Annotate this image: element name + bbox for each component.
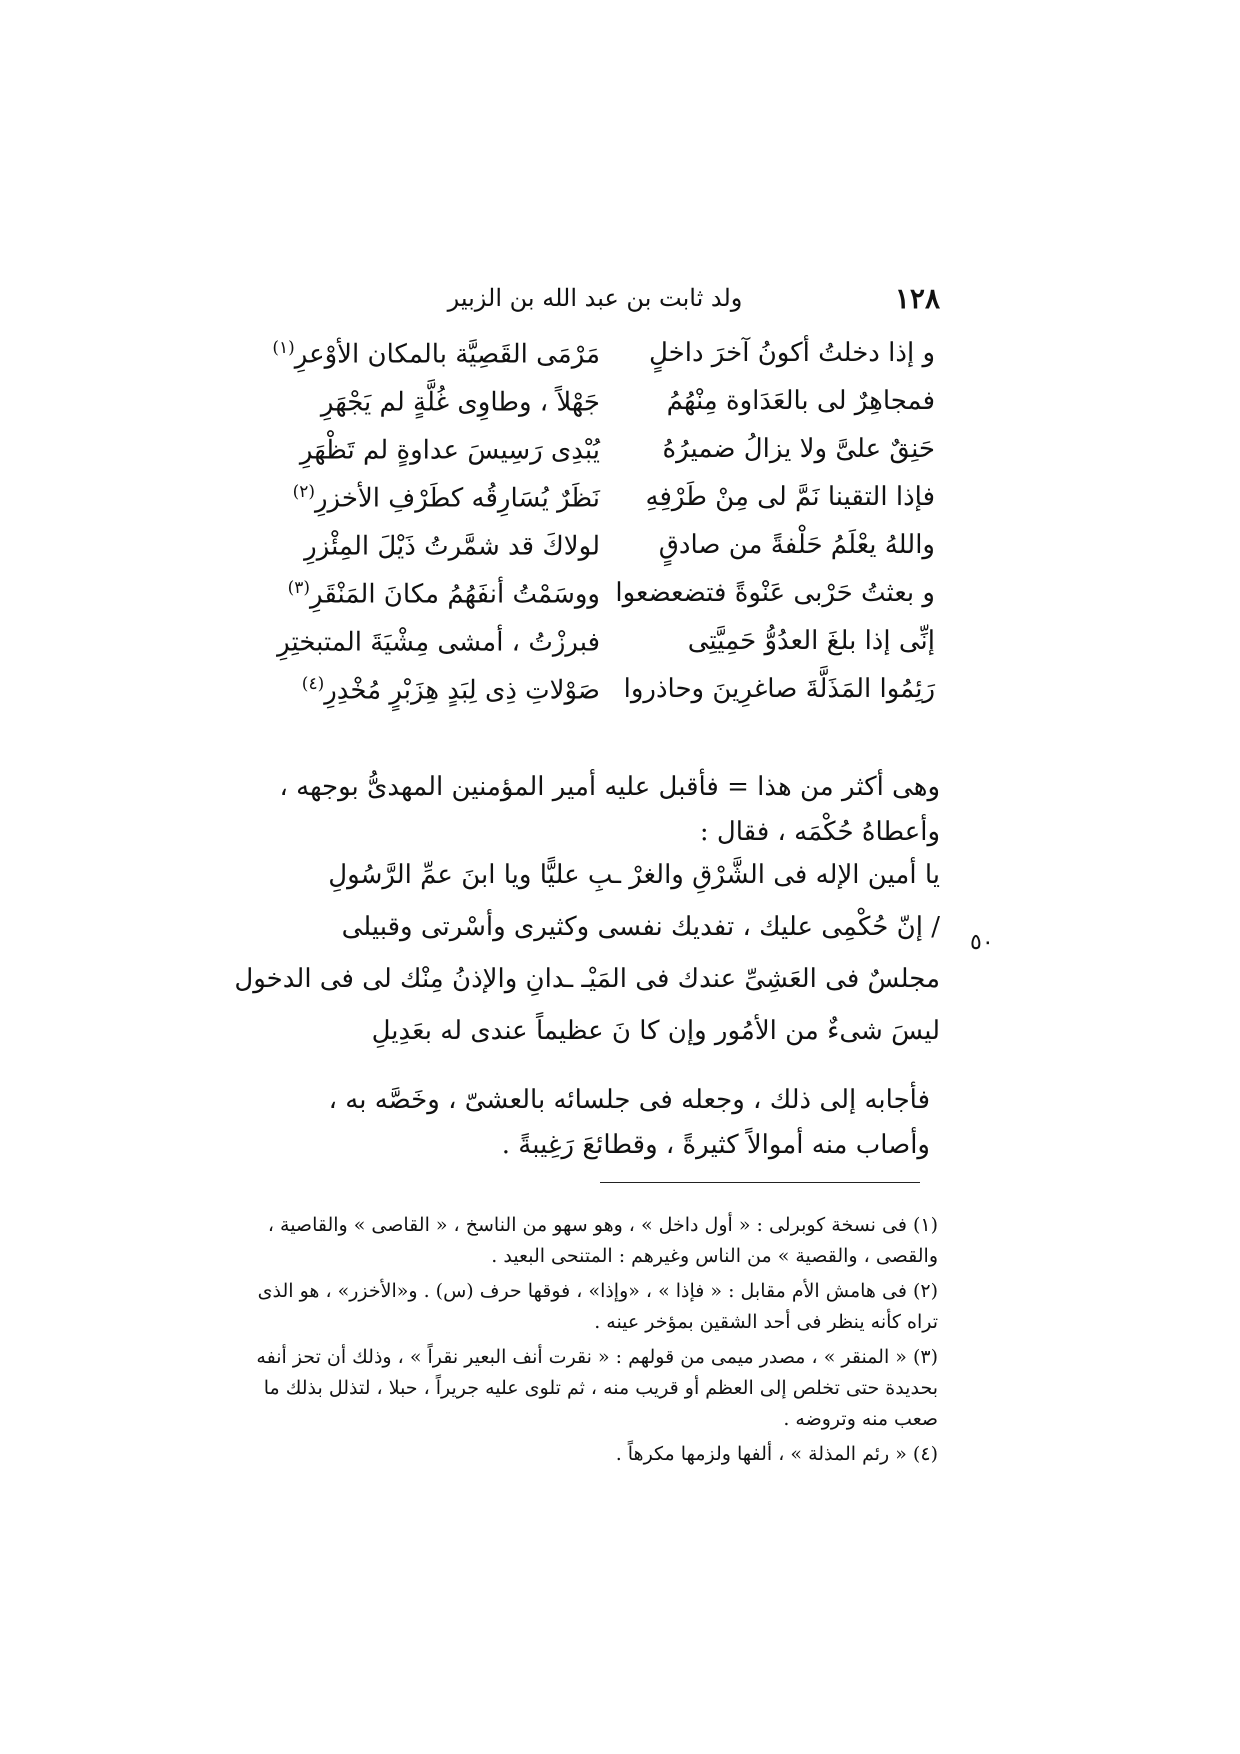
verse-second-hemistich: صَوْلاتِ ذِى لِبَدٍ هِزَبْرٍ مُخْدِرِ$^{(٤)}$	[301, 674, 600, 706]
verse-line: يا أمين الإله فى الشَّرْقِ والغرْ ـبِ عليًّا ويا ابنَ عمِّ الرَّسُولِ	[328, 860, 940, 890]
footnote: (١) فى نسخة كوبرلى : « أول داخل » ، وهو سهو من الناسخ ، « القاصى » والقاصية ، والقصى ، والقصية » من الناس وغيرهم : المتنحى البعيد .	[267, 1214, 938, 1267]
footnote: (٢) فى هامش الأم مقابل : « فإذا » ، «وإذا» ، فوقها حرف (س) . و«الأخزر» ، هو الذى تراه كأنه ينظر فى أحد الشقين بمؤخر عينه .	[257, 1280, 938, 1333]
page-header	[250, 282, 940, 322]
verse-second-hemistich: مَرْمَى القَصِيَّة بالمكان الأوْعرِ$^{(١)}$	[272, 338, 600, 370]
footnotes	[248, 1210, 938, 1474]
footnote-marker: (٣)	[287, 578, 311, 598]
verse-first-hemistich: و بعثتُ حَرْبى عَنْوةً فتضعضعوا	[615, 578, 935, 608]
verse-line	[255, 434, 935, 482]
verse-second-hemistich: ووسَمْتُ أنفَهُمُ مكانَ المَنْقَرِ$^{(٣)}$	[287, 578, 600, 610]
verse-first-hemistich: واللهُ يعْلَمُ حَلْفةً من صادقٍ	[658, 530, 935, 560]
verse-first-hemistich: فمجاهِرٌ لى بالعَدَاوة مِنْهُمُ	[666, 386, 935, 416]
verse-first-hemistich: فإذا التقينا نَمَّ لى مِنْ طَرْفِهِ	[645, 482, 935, 512]
verse-first-hemistich: إنِّى إذا بلغَ العدُوُّ حَمِيَّتِى	[687, 626, 935, 656]
verse-line	[255, 530, 935, 578]
verse-second-hemistich: نَظَرٌ يُسَارِقُه كطَرْفِ الأخزرِ$^{(٢)}$	[292, 482, 600, 514]
prose-paragraph-1: وهى أكثر من هذا = فأقبل عليه أمير المؤمنين المهدىُّ بوجهه ، وأعطاهُ حُكْمَه ، فقال :	[279, 772, 940, 847]
footnote-marker: (١)	[272, 338, 295, 358]
verse-second-hemistich: يُبْدِى رَسِيسَ عداوةٍ لم تَظْهَرِ	[299, 435, 600, 466]
verse-line	[255, 386, 935, 434]
poem-2	[234, 860, 940, 1068]
poem-1	[255, 338, 935, 722]
prose-paragraph-2: فأجابه إلى ذلك ، وجعله فى جلسائه بالعشىّ ، وخَصَّه به ، وأصاب منه أموالاً كثيرةً ، وقطائعَ رَغِيبةً .	[328, 1085, 930, 1160]
verse-line	[255, 578, 935, 626]
running-title: ولد ثابت بن عبد الله بن الزبير	[447, 284, 743, 312]
verse-line: / إنّ حُكْمِى عليك ، تفديك نفسى وكثيرى وأسْرتى وقبيلى	[341, 912, 940, 942]
footnote: (٤) « رئم المذلة » ، ألفها ولزمها مكرهاً .	[615, 1443, 938, 1465]
verse-second-hemistich: جَهْلاً ، وطاوِى غُلَّةٍ لم يَجْهَرِ	[320, 387, 600, 418]
verse-line	[255, 674, 935, 722]
verse-line	[255, 626, 935, 674]
verse-second-hemistich: لولاكَ قد شمَّرتُ ذَيْلَ المِئْزرِ	[304, 531, 600, 562]
margin-line-number: ٥٠	[970, 930, 994, 955]
verse-line: مجلسٌ فى العَشِىِّ عندك فى المَيْـ ـدانِ والإذنُ مِنْك لى فى الدخول	[234, 964, 940, 994]
verse-second-hemistich: فبرزْتُ ، أمشى مِشْيَةَ المتبختِرِ	[277, 627, 600, 658]
footnote-separator	[600, 1182, 920, 1183]
footnote-marker: (٢)	[292, 482, 315, 502]
footnote: (٣) « المنقر » ، مصدر ميمى من قولهم : « نقرت أنف البعير نقراً » ، وذلك أن تحز أنفه بحديدة حتى تخلص إلى العظم أو قريب منه ، ثم تلوى عليه جريراً ، حبلا ، لتذلل بذلك ما صعب منه وتروضه .	[256, 1346, 938, 1430]
page-number: ١٢٨	[894, 282, 940, 315]
footnote-marker: (٤)	[301, 674, 325, 694]
verse-line	[255, 338, 935, 386]
verse-first-hemistich: و إذا دخلتُ أكونُ آخرَ داخلٍ	[648, 338, 935, 368]
verse-line	[255, 482, 935, 530]
verse-first-hemistich: حَنِقٌ علىَّ ولا يزالُ ضميرُهُ	[662, 434, 935, 464]
verse-line: ليسَ شىءٌ من الأمُور وإن كا نَ عظيماً عندى له بعَدِيلِ	[371, 1016, 940, 1046]
verse-first-hemistich: رَئِمُوا المَذَلَّةَ صاغرِينَ وحاذروا	[623, 674, 935, 704]
